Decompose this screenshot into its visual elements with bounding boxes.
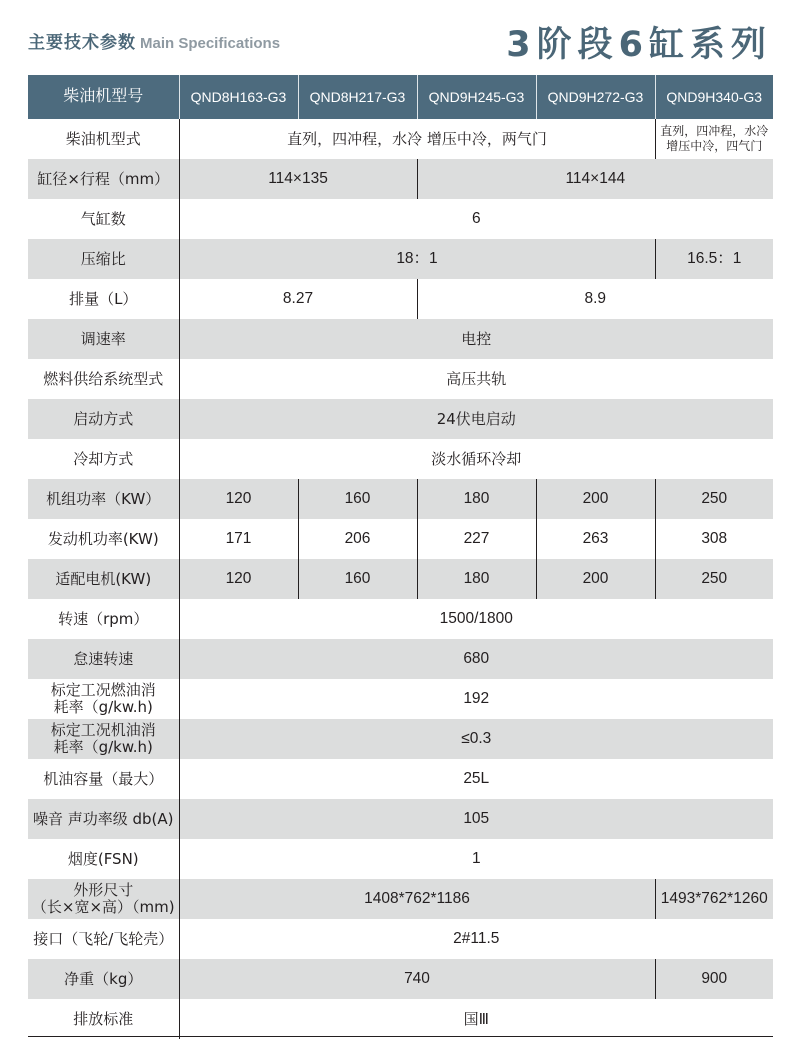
- table-row: [28, 639, 773, 679]
- cell-value: 180: [417, 559, 536, 599]
- row-label: 燃料供给系统型式: [28, 359, 179, 399]
- table-row: [28, 559, 773, 599]
- row-label-line: 标定工况机油消: [50, 721, 156, 739]
- table-row: [28, 479, 773, 519]
- cell-value: 2#11.5: [453, 930, 500, 947]
- cell-value: 160: [298, 479, 417, 519]
- cell-value: 120: [225, 570, 252, 587]
- table-row: [28, 319, 773, 359]
- row-label: [28, 679, 179, 719]
- table-row: [28, 759, 773, 799]
- cell-value: 192: [463, 690, 490, 707]
- cell-line: 增压中冷，四气门: [666, 139, 763, 153]
- model-header: QND9H245-G3: [417, 75, 536, 119]
- cell-value: 8.9: [417, 279, 773, 319]
- cell-value: ≤0.3: [461, 730, 492, 747]
- row-label: 缸径×行程（mm）: [28, 159, 179, 199]
- row-label-line: 标定工况燃油消: [50, 681, 156, 699]
- row-label: 柴油机型式: [28, 119, 179, 159]
- cell-value: 淡水循环冷却: [431, 450, 522, 468]
- section-heading-en: Main Specifications: [140, 35, 281, 52]
- cell-value: 1: [471, 850, 481, 867]
- model-header: QND9H272-G3: [536, 75, 655, 119]
- table-row: [28, 199, 773, 239]
- cell-value: 171: [225, 530, 252, 547]
- spec-table: [28, 75, 773, 1039]
- cell-value: 6: [471, 210, 481, 227]
- row-label-line: （长×宽×高）（mm): [31, 898, 175, 916]
- table-row: [28, 239, 773, 279]
- row-label: 烟度(FSN): [28, 839, 179, 879]
- model-header: QND8H217-G3: [298, 75, 417, 119]
- section-heading: [28, 28, 280, 52]
- cell-value: 1408*762*1186: [364, 890, 470, 907]
- cell-value: 105: [463, 810, 490, 827]
- row-label-line: 外形尺寸: [73, 881, 134, 899]
- table-row: [28, 839, 773, 879]
- row-label: 转速（rpm）: [28, 599, 179, 639]
- table-bottom-rule: [28, 1036, 773, 1037]
- cell-line: 直列，四冲程，水冷: [660, 124, 769, 138]
- row-label: 发动机功率(KW): [28, 519, 179, 559]
- table-row: [28, 599, 773, 639]
- model-header: QND9H340-G3: [655, 75, 773, 119]
- table-row: [28, 999, 773, 1039]
- table-row: [28, 799, 773, 839]
- model-header-label: 柴油机型号: [28, 75, 179, 119]
- table-row: [28, 719, 773, 759]
- cell-value: 114×144: [417, 159, 773, 199]
- cell-value: 740: [404, 970, 430, 987]
- table-row: [28, 119, 773, 159]
- table-row: [28, 359, 773, 399]
- row-label-line: 耗率（g/kw.h): [53, 698, 153, 716]
- cell-value: 206: [298, 519, 417, 559]
- row-label: [28, 879, 179, 919]
- row-label: 排放标准: [28, 999, 179, 1039]
- table-row: [28, 399, 773, 439]
- cell-value: 直列，四冲程，水冷 增压中冷，两气门: [287, 130, 547, 148]
- cell-value: 160: [298, 559, 417, 599]
- model-header: QND8H163-G3: [179, 75, 298, 119]
- cell-value: 16.5：1: [655, 239, 773, 279]
- row-label: 怠速转速: [28, 639, 179, 679]
- cell-value: 电控: [461, 330, 492, 348]
- cell-value: 国Ⅲ: [463, 1010, 489, 1028]
- table-row: [28, 879, 773, 919]
- cell-value: 680: [463, 650, 490, 667]
- table-row: [28, 279, 773, 319]
- cell-value: 200: [536, 559, 655, 599]
- table-row: [28, 679, 773, 719]
- row-label: [28, 719, 179, 759]
- table-row: [28, 519, 773, 559]
- row-label: 噪音 声功率级 db(A): [28, 799, 179, 839]
- header-row: [28, 75, 773, 119]
- cell-value: 1493*762*1260: [655, 879, 773, 919]
- cell-value: 25L: [463, 770, 490, 787]
- row-label: 启动方式: [28, 399, 179, 439]
- section-heading-cn: 主要技术参数: [28, 33, 136, 53]
- cell-value: 8.27: [282, 290, 314, 307]
- row-label: 适配电机(KW): [28, 559, 179, 599]
- cell-value: 227: [417, 519, 536, 559]
- cell-value: 250: [655, 479, 773, 519]
- row-label: 气缸数: [28, 199, 179, 239]
- cell-value: 120: [225, 490, 252, 507]
- cell-value: 250: [655, 559, 773, 599]
- cell-value: [655, 119, 773, 159]
- cell-value: 263: [536, 519, 655, 559]
- row-label: 机油容量（最大）: [28, 759, 179, 799]
- cell-value: 200: [536, 479, 655, 519]
- row-label-line: 耗率（g/kw.h): [53, 738, 153, 756]
- cell-value: 900: [655, 959, 773, 999]
- row-label: 压缩比: [28, 239, 179, 279]
- cell-value: 308: [655, 519, 773, 559]
- cell-value: 1500/1800: [439, 610, 513, 627]
- table-row: [28, 159, 773, 199]
- row-label: 净重（kg）: [28, 959, 179, 999]
- row-label: 接口（飞轮/飞轮壳）: [28, 919, 179, 959]
- cell-value: 114×135: [268, 170, 328, 187]
- table-row: [28, 439, 773, 479]
- row-label: 调速率: [28, 319, 179, 359]
- cell-value: 24伏电启动: [436, 410, 516, 428]
- series-title: 3阶段6缸系列: [506, 25, 772, 65]
- table-row: [28, 959, 773, 999]
- table-row: [28, 919, 773, 959]
- row-label: 排量（L）: [28, 279, 179, 319]
- row-label: 机组功率（KW）: [28, 479, 179, 519]
- cell-value: 18：1: [396, 250, 438, 267]
- row-label: 冷却方式: [28, 439, 179, 479]
- cell-value: 高压共轨: [446, 370, 507, 388]
- cell-value: 180: [417, 479, 536, 519]
